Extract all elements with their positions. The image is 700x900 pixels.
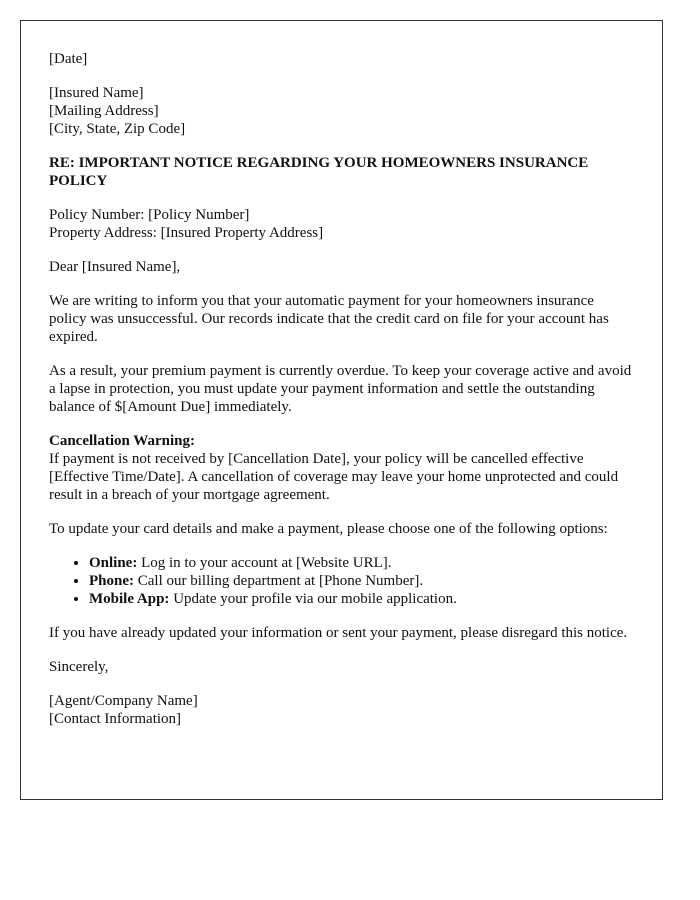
option-mobile-app-label: Mobile App: [89,591,170,607]
payment-options-list [49,554,634,608]
signature-block [49,692,634,728]
signature-name: [Agent/Company Name] [49,693,198,709]
recipient-city-state-zip: [City, State, Zip Code] [49,121,186,137]
option-phone-label: Phone: [89,573,134,589]
policy-number: Policy Number: [Policy Number] [49,207,250,223]
option-mobile-app-text: Update your profile via our mobile application. [169,591,457,607]
cancellation-warning-body: If payment is not received by [Cancellation Date], your policy will be cancelled effective [Effective Time/Date]. A cancellation of coverage may leave your home unprotected and could result in a breach of your mortgage agreement. [49,451,619,503]
signature-contact: [Contact Information] [49,711,182,727]
recipient-name: [Insured Name] [49,85,144,101]
salutation: Dear [Insured Name], [49,259,181,275]
option-phone-text: Call our billing department at [Phone Number]. [134,573,424,589]
option-online-label: Online: [89,555,138,571]
option-mobile-app [89,590,634,608]
disregard-note: If you have already updated your information or sent your payment, please disregard this notice. [49,625,628,641]
cancellation-warning-block [49,432,634,504]
subject-heading: RE: IMPORTANT NOTICE REGARDING YOUR HOMEOWNERS INSURANCE POLICY [49,155,589,189]
letter-date: [Date] [49,51,88,67]
option-online [89,554,634,572]
closing: Sincerely, [49,659,109,675]
letter-container [20,20,663,800]
body-paragraph-payment-failed: We are writing to inform you that your automatic payment for your homeowners insurance policy was unsuccessful. Our records indicate that the credit card on file for your account has expired. [49,293,609,345]
recipient-mailing-address: [Mailing Address] [49,103,159,119]
property-address: Property Address: [Insured Property Address] [49,225,324,241]
policy-info-block [49,206,634,242]
option-online-text: Log in to your account at [Website URL]. [137,555,392,571]
option-phone [89,572,634,590]
body-paragraph-overdue: As a result, your premium payment is currently overdue. To keep your coverage active and avoid a lapse in protection, you must update your payment information and settle the outstanding balance of $[Amount Due] immediately. [49,363,632,415]
options-intro: To update your card details and make a payment, please choose one of the following options: [49,521,608,537]
cancellation-warning-heading: Cancellation Warning: [49,433,195,449]
recipient-block [49,84,634,138]
